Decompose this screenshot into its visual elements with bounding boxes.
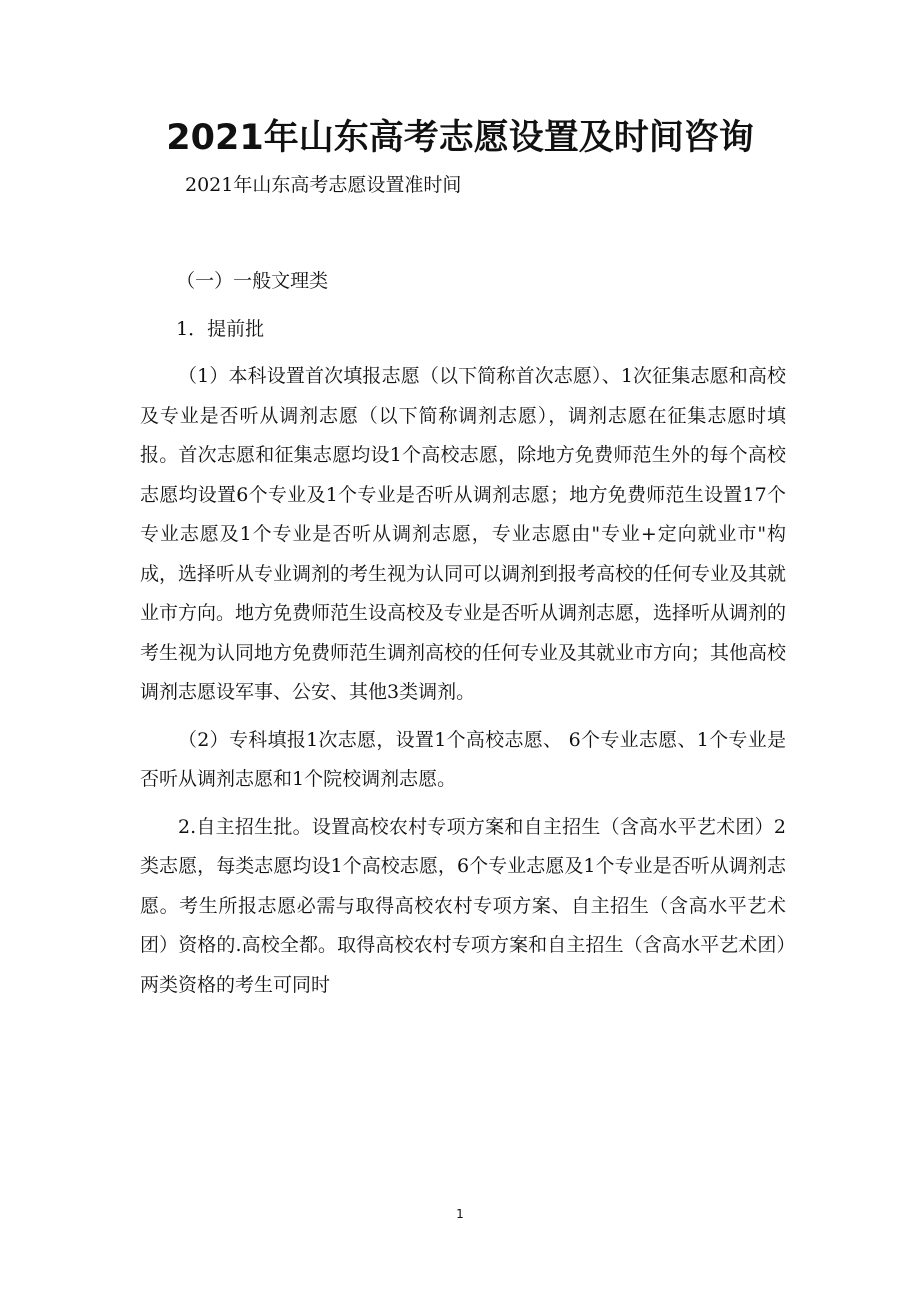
subsection-heading-early-batch: 1．提前批 [176, 317, 265, 340]
paragraph-undergraduate: （1）本科设置首次填报志愿（以下简称首次志愿）、1次征集志愿和高校及专业是否听从调剂志愿（以下简称调剂志愿），调剂志愿在征集志愿时填报。首次志愿和征集志愿均设1个高校志愿，除地方免费师范生外的每个高校志愿均设置6个专业及1个专业是否听从调剂志愿；地方免费师范生设置17个专业志愿及1个专业是否听从调剂志愿，专业志愿由"专业+定向就业市"构成，选择听从专业调剂的考生视为认同可以调剂到报考高校的任何专业及其就业市方向。地方免费师范生设高校及专业是否听从调剂志愿，选择听从调剂的考生视为认同地方免费师范生调剂高校的任何专业及其就业市方向；其他高校调剂志愿设军事、公安、其他3类调剂。 [140, 365, 787, 703]
page-title: 2021年山东高考志愿设置及时间咨询 [166, 118, 754, 158]
section-heading-general: （一）一般文理类 [176, 270, 329, 292]
subtitle: 2021年山东高考志愿设置准时间 [185, 174, 462, 196]
document-body [140, 262, 786, 1013]
page-number: 1 [456, 1207, 464, 1221]
paragraph-vocational: （2）专科填报1次志愿，设置1个高校志愿、 6个专业志愿、1个专业是否听从调剂志愿和1个院校调剂志愿。 [140, 728, 786, 790]
paragraph-independent-enrollment: 2.自主招生批。设置高校农村专项方案和自主招生（含高水平艺术团）2类志愿，每类志愿均设1个高校志愿，6个专业志愿及1个专业是否听从调剂志愿。考生所报志愿必需与取得高校农村专项方案、自主招生（含高水平艺术团）资格的.高校全都。取得高校农村专项方案和自主招生（含高水平艺术团）两类资格的考生可同时 [140, 815, 786, 996]
